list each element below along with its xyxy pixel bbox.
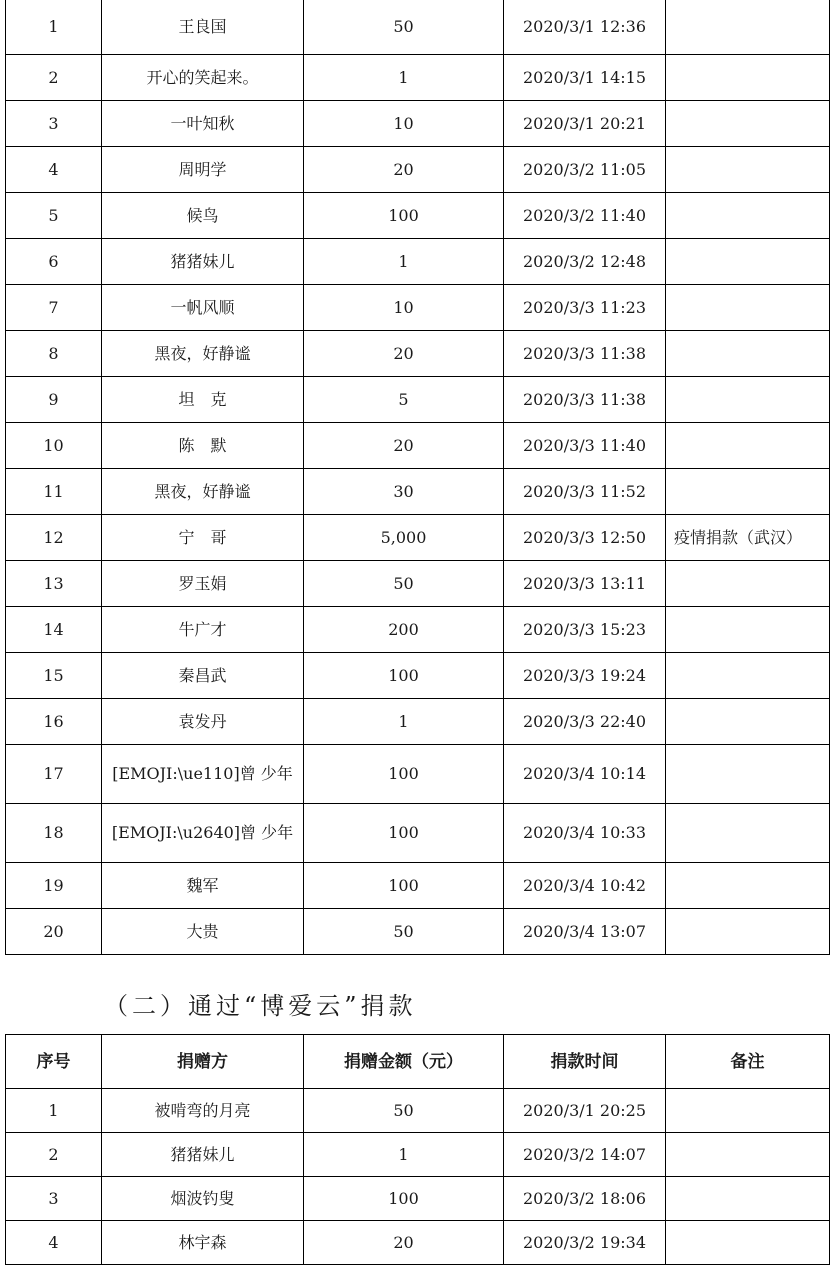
- cell-donor: 牛广才: [102, 607, 304, 653]
- table-row: [6, 193, 830, 239]
- cell-amount: 100: [304, 1177, 504, 1221]
- cell-no: 18: [6, 804, 102, 863]
- cell-no: 2: [6, 55, 102, 101]
- cell-remark: [666, 699, 830, 745]
- cell-donor: [EMOJI:\u2640]曾 少年: [102, 804, 304, 863]
- table-row: [6, 745, 830, 804]
- header-time: 捐款时间: [504, 1035, 666, 1089]
- table-row: [6, 699, 830, 745]
- table-row: [6, 331, 830, 377]
- cell-amount: 50: [304, 1089, 504, 1133]
- cell-donor: 罗玉娟: [102, 561, 304, 607]
- cell-amount: 20: [304, 331, 504, 377]
- cell-amount: 10: [304, 101, 504, 147]
- cell-donor: 周明学: [102, 147, 304, 193]
- cell-no: 20: [6, 909, 102, 955]
- cell-time: 2020/3/3 11:23: [504, 285, 666, 331]
- cell-donor: 烟波钓叟: [102, 1177, 304, 1221]
- cell-donor: 宁 哥: [102, 515, 304, 561]
- cell-no: 19: [6, 863, 102, 909]
- cell-remark: [666, 863, 830, 909]
- cell-time: 2020/3/3 13:11: [504, 561, 666, 607]
- cell-remark: [666, 239, 830, 285]
- cell-time: 2020/3/4 10:33: [504, 804, 666, 863]
- cell-no: 13: [6, 561, 102, 607]
- cell-time: 2020/3/3 12:50: [504, 515, 666, 561]
- table-row: [6, 607, 830, 653]
- cell-donor: 猪猪妹儿: [102, 1133, 304, 1177]
- cell-amount: 20: [304, 1221, 504, 1265]
- cell-no: 6: [6, 239, 102, 285]
- cell-time: 2020/3/2 19:34: [504, 1221, 666, 1265]
- header-amount: 捐赠金额（元）: [304, 1035, 504, 1089]
- cell-donor: 猪猪妹儿: [102, 239, 304, 285]
- cell-donor: 候鸟: [102, 193, 304, 239]
- cell-donor: 坦 克: [102, 377, 304, 423]
- table-row: [6, 1133, 830, 1177]
- cell-remark: [666, 561, 830, 607]
- cell-amount: 1: [304, 55, 504, 101]
- cell-amount: 100: [304, 745, 504, 804]
- cell-time: 2020/3/3 11:52: [504, 469, 666, 515]
- table-row: [6, 1221, 830, 1265]
- cell-remark: 疫情捐款（武汉）: [666, 515, 830, 561]
- cell-time: 2020/3/3 11:38: [504, 377, 666, 423]
- table-row: [6, 239, 830, 285]
- cell-amount: 10: [304, 285, 504, 331]
- cell-remark: [666, 1089, 830, 1133]
- cell-amount: 100: [304, 653, 504, 699]
- donation-table-2: [5, 1034, 830, 1265]
- table-row: [6, 101, 830, 147]
- cell-donor: 陈 默: [102, 423, 304, 469]
- cell-amount: 100: [304, 804, 504, 863]
- cell-amount: 20: [304, 423, 504, 469]
- cell-time: 2020/3/2 14:07: [504, 1133, 666, 1177]
- donation-table-2-body: [6, 1089, 830, 1265]
- cell-remark: [666, 469, 830, 515]
- cell-remark: [666, 1221, 830, 1265]
- cell-amount: 1: [304, 239, 504, 285]
- cell-time: 2020/3/2 11:40: [504, 193, 666, 239]
- table-row: [6, 285, 830, 331]
- header-no: 序号: [6, 1035, 102, 1089]
- cell-donor: 一帆风顺: [102, 285, 304, 331]
- cell-remark: [666, 804, 830, 863]
- cell-remark: [666, 423, 830, 469]
- cell-no: 8: [6, 331, 102, 377]
- table-row: [6, 55, 830, 101]
- cell-donor: 王良国: [102, 0, 304, 55]
- cell-no: 15: [6, 653, 102, 699]
- cell-remark: [666, 285, 830, 331]
- cell-donor: 黑夜，好静谧: [102, 331, 304, 377]
- cell-amount: 100: [304, 193, 504, 239]
- cell-amount: 5,000: [304, 515, 504, 561]
- table-row: [6, 863, 830, 909]
- table-row: [6, 469, 830, 515]
- table-header-row: [6, 1035, 830, 1089]
- cell-donor: 林宇森: [102, 1221, 304, 1265]
- cell-no: 12: [6, 515, 102, 561]
- cell-amount: 50: [304, 561, 504, 607]
- donation-table-1-body: [6, 0, 830, 955]
- table-row: [6, 561, 830, 607]
- cell-amount: 1: [304, 699, 504, 745]
- cell-amount: 5: [304, 377, 504, 423]
- cell-amount: 20: [304, 147, 504, 193]
- cell-donor: 袁发丹: [102, 699, 304, 745]
- table-row: [6, 0, 830, 55]
- cell-donor: 黑夜，好静谧: [102, 469, 304, 515]
- cell-donor: 魏军: [102, 863, 304, 909]
- cell-no: 5: [6, 193, 102, 239]
- table-row: [6, 909, 830, 955]
- header-donor: 捐赠方: [102, 1035, 304, 1089]
- cell-time: 2020/3/2 12:48: [504, 239, 666, 285]
- cell-remark: [666, 101, 830, 147]
- cell-remark: [666, 653, 830, 699]
- cell-remark: [666, 745, 830, 804]
- table-row: [6, 423, 830, 469]
- table-row: [6, 653, 830, 699]
- cell-remark: [666, 147, 830, 193]
- cell-amount: 100: [304, 863, 504, 909]
- cell-no: 10: [6, 423, 102, 469]
- cell-amount: 1: [304, 1133, 504, 1177]
- cell-time: 2020/3/2 11:05: [504, 147, 666, 193]
- cell-time: 2020/3/3 15:23: [504, 607, 666, 653]
- cell-no: 2: [6, 1133, 102, 1177]
- cell-no: 1: [6, 1089, 102, 1133]
- cell-donor: 开心的笑起来。: [102, 55, 304, 101]
- table-row: [6, 1177, 830, 1221]
- table-row: [6, 804, 830, 863]
- cell-amount: 50: [304, 0, 504, 55]
- header-remark: 备注: [666, 1035, 830, 1089]
- cell-time: 2020/3/2 18:06: [504, 1177, 666, 1221]
- cell-time: 2020/3/3 22:40: [504, 699, 666, 745]
- cell-no: 1: [6, 0, 102, 55]
- cell-amount: 200: [304, 607, 504, 653]
- cell-donor: 秦昌武: [102, 653, 304, 699]
- cell-time: 2020/3/1 20:21: [504, 101, 666, 147]
- cell-time: 2020/3/1 12:36: [504, 0, 666, 55]
- cell-time: 2020/3/4 10:14: [504, 745, 666, 804]
- cell-time: 2020/3/4 13:07: [504, 909, 666, 955]
- cell-no: 7: [6, 285, 102, 331]
- cell-donor: [EMOJI:\ue110]曾 少年: [102, 745, 304, 804]
- cell-time: 2020/3/3 11:38: [504, 331, 666, 377]
- cell-no: 4: [6, 147, 102, 193]
- cell-remark: [666, 331, 830, 377]
- cell-time: 2020/3/3 19:24: [504, 653, 666, 699]
- cell-donor: 一叶知秋: [102, 101, 304, 147]
- cell-remark: [666, 1133, 830, 1177]
- cell-amount: 50: [304, 909, 504, 955]
- cell-time: 2020/3/4 10:42: [504, 863, 666, 909]
- cell-amount: 30: [304, 469, 504, 515]
- cell-no: 11: [6, 469, 102, 515]
- cell-no: 14: [6, 607, 102, 653]
- cell-remark: [666, 0, 830, 55]
- cell-time: 2020/3/3 11:40: [504, 423, 666, 469]
- cell-no: 4: [6, 1221, 102, 1265]
- cell-no: 17: [6, 745, 102, 804]
- table-row: [6, 377, 830, 423]
- table-row: [6, 1089, 830, 1133]
- cell-remark: [666, 55, 830, 101]
- cell-remark: [666, 607, 830, 653]
- cell-time: 2020/3/1 14:15: [504, 55, 666, 101]
- cell-no: 9: [6, 377, 102, 423]
- donation-table-1: [5, 0, 830, 955]
- cell-remark: [666, 193, 830, 239]
- cell-remark: [666, 1177, 830, 1221]
- cell-remark: [666, 909, 830, 955]
- cell-no: 3: [6, 1177, 102, 1221]
- cell-no: 16: [6, 699, 102, 745]
- table-row: [6, 147, 830, 193]
- cell-time: 2020/3/1 20:25: [504, 1089, 666, 1133]
- table-row: [6, 515, 830, 561]
- cell-remark: [666, 377, 830, 423]
- section-title: （二）通过“博爱云”捐款: [104, 992, 417, 1020]
- cell-donor: 被啃弯的月亮: [102, 1089, 304, 1133]
- cell-no: 3: [6, 101, 102, 147]
- cell-donor: 大贵: [102, 909, 304, 955]
